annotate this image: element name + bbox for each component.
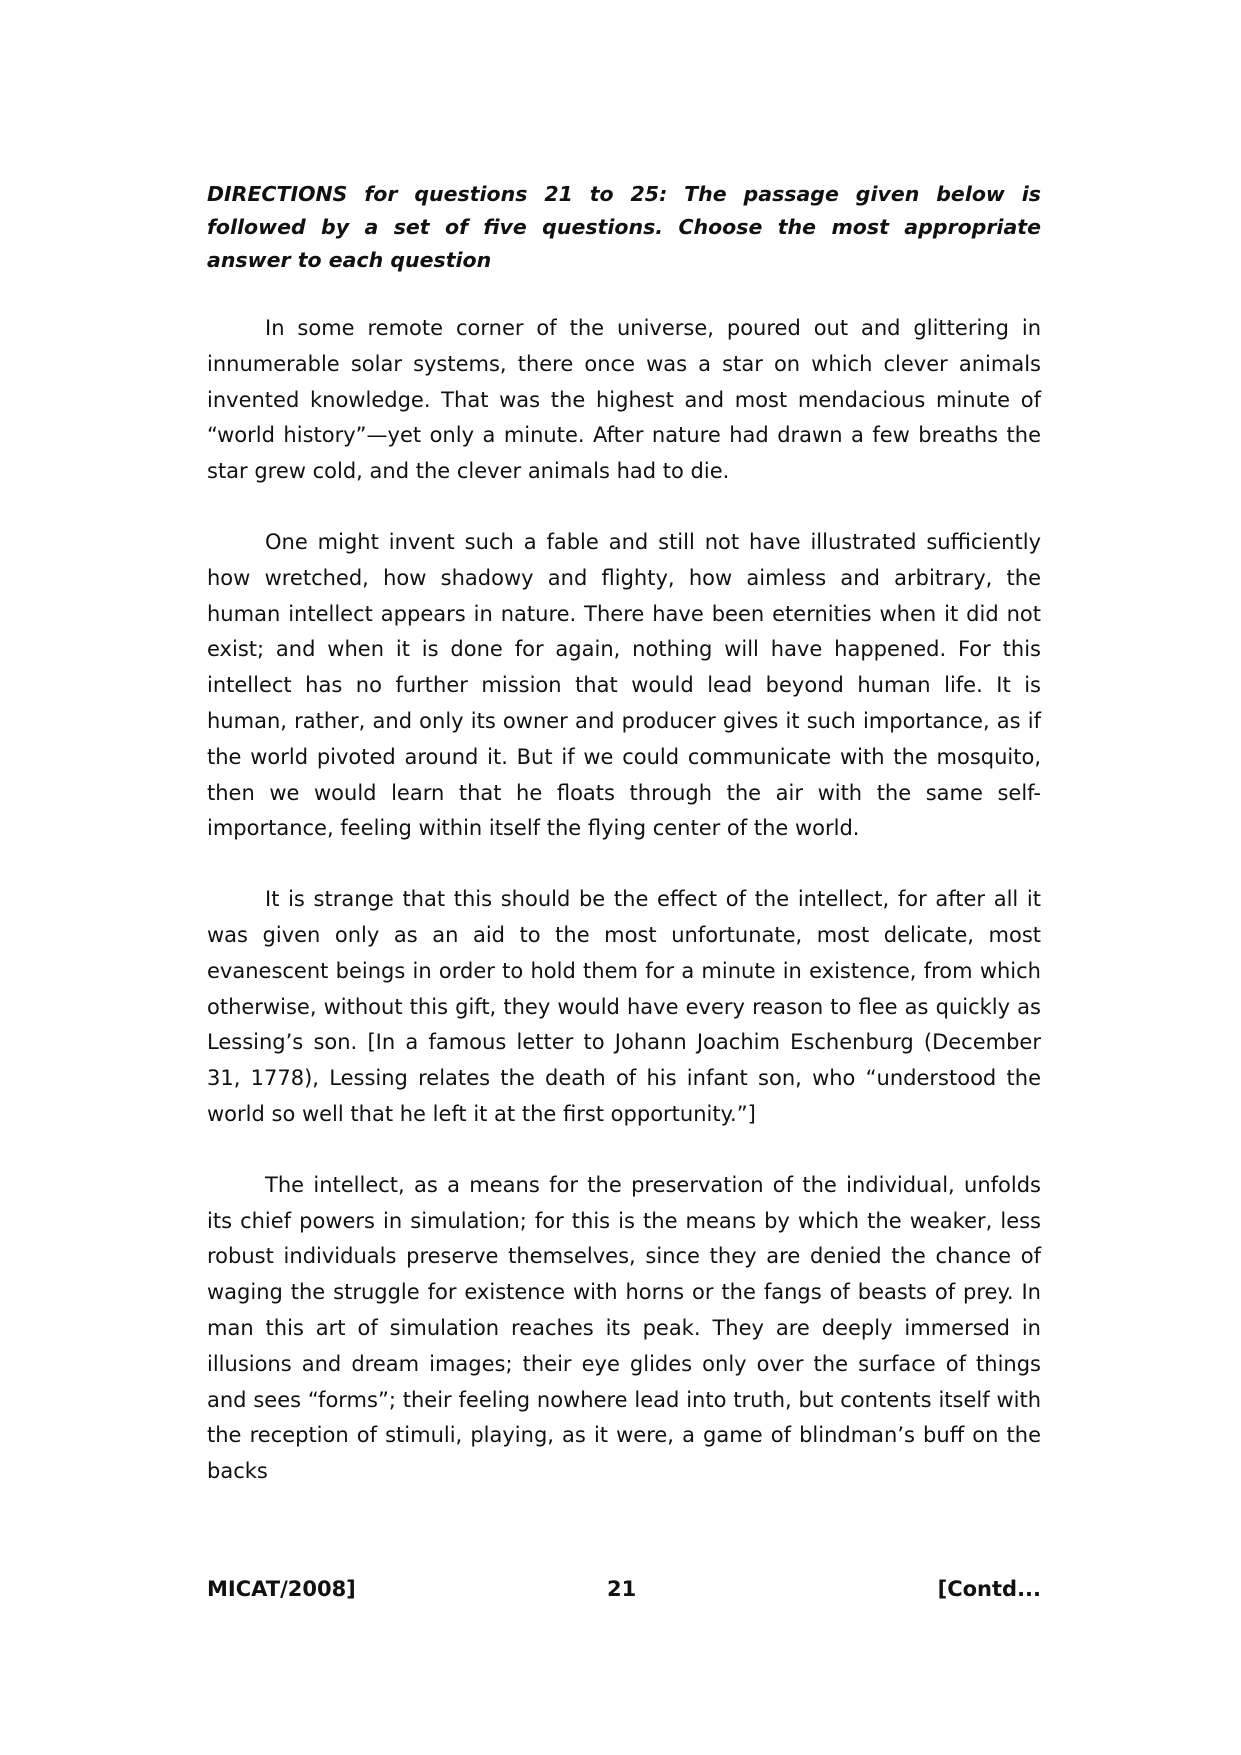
passage-paragraph-4: The intellect, as a means for the preservation of the individual, unfolds its chief powers in simulation; for this is the means by which the weaker, less robust individuals preserve themselves, since they are denied the chance of waging the struggle for existence with horns or the fangs of beasts of prey. In man this art of simulation reaches its peak. They are deeply immersed in illusions and dream images; their eye glides only over the surface of things and sees “forms”; their feeling nowhere lead into truth, but contents itself with the reception of stimuli, playing, as it were, a game of blindman’s buff on the backs bbox=[207, 1172, 1041, 1484]
passage-paragraph-1: In some remote corner of the universe, poured out and glittering in innumerable solar systems, there once was a star on which clever animals invented knowledge. That was the highest and most mendacious minute of “world history”—yet only a minute. After nature had drawn a few breaths the star grew cold, and the clever animals had to die. bbox=[207, 316, 1041, 484]
footer-page-number: 21 bbox=[607, 1577, 637, 1601]
footer-exam-code: MICAT/2008] bbox=[207, 1577, 356, 1601]
footer-continued: [Contd... bbox=[937, 1577, 1041, 1601]
passage-paragraph-3: It is strange that this should be the effect of the intellect, for after all it was given only as an aid to the most unfortunate, most delicate, most evanescent beings in order to hold them for a minute in existence, from which otherwise, without this gift, they would have every reason to flee as quickly as Lessing’s son. [In a famous letter to Johann Joachim Eschenburg (December 31, 1778), Lessing relates the death of his infant son, who “understood the world so well that he left it at the first opportunity.”] bbox=[207, 887, 1041, 1126]
page-body bbox=[207, 178, 1041, 1490]
page-footer bbox=[207, 1577, 1041, 1609]
directions-text: DIRECTIONS for questions 21 to 25: The passage given below is followed by a set of five questions. Choose the most appropriate answer to each question bbox=[207, 182, 1041, 272]
passage-paragraph-2: One might invent such a fable and still not have illustrated sufficiently how wretched, how shadowy and flighty, how aimless and arbitrary, the human intellect appears in nature. There have been eternities when it did not exist; and when it is done for again, nothing will have happened. For this intellect has no further mission that would lead beyond human life. It is human, rather, and only its owner and producer gives it such importance, as if the world pivoted around it. But if we could communicate with the mosquito, then we would learn that he floats through the air with the same self-importance, feeling within itself the flying center of the world. bbox=[207, 529, 1041, 841]
